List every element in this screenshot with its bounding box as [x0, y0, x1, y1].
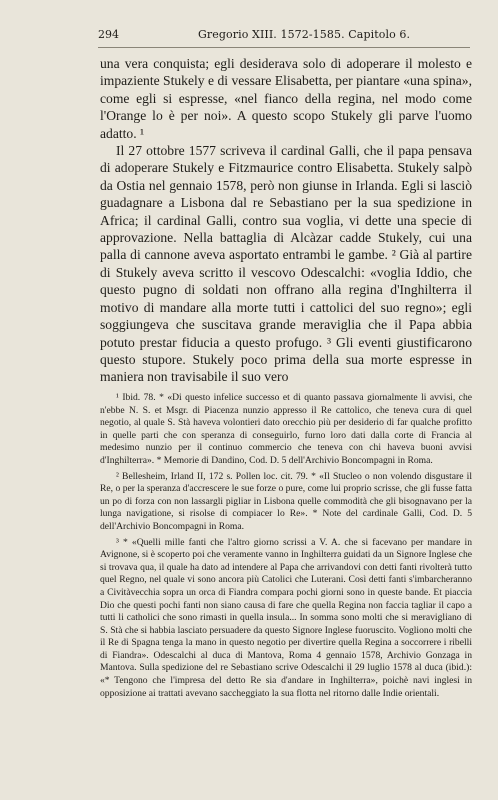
- page-number: 294: [98, 28, 119, 41]
- paragraph: una vera conquista; egli desiderava solo di adoperare il molesto e impaziente Stukely e di vessare Elisabetta, per piantare «una spina», come egli si espresse, «nel fianco della regina, nel modo come l'Orange lo è per noi». A questo scopo Stukely gli parve l'uomo adatto. ¹: [100, 56, 472, 141]
- footnote: ³ * «Quelli mille fanti che l'altro giorno scrissi a V. A. che si facevano per mandare in Avignone, si è scoperto poi che veramente vanno in Inghilterra guidati da un Signore Inglese che si trovava qua, il quale ha dato ad intendere al Papa che arrivandovi con detti fanti rivolterà tutto quel Regno, nel quale vi sono ancora più Catolici che Luterani. Così detti fanti s'imbarcheranno a Civitàvecchia sopra un orca di Fiandra compara pochi giorni sono in queste bande. Et piaccia Dio che questi pochi fanti non siano causa di fare che quella Regina non faccia tagliar il capo a tutti li catholici che sono rimasti in quella insula... In somma sono molti che si meravigliano di S. Stà che si habbia lasciato persuadere da questo Signore Inglese fuoruscito. Vogliono molti che il Re di Spagna tenga la mano in questo negotio per divertire quella Regina a soccorrere i ribelli di Fiandra». Odescalchi al duca di Mantova, Roma 4 gennaio 1578, Archivio Gonzaga in Mantova. Sulla spedizione del re Sebastiano scrive Odescalchi il 29 luglio 1578 al duca (ibid.): «* Tengono che l'impresa del detto Re sia d'andare in Inghilterra», poichè navi inglesi in opposizione ai trattati avevano saccheggiato la sua flotta nel ritorno dalle Indie orientali.: [100, 536, 472, 699]
- paragraph: Il 27 ottobre 1577 scriveva il cardinal Galli, che il papa pensava di adoperare Stukely e Fitzmaurice contro Elisabetta. Stukely salpò da Ostia nel gennaio 1578, però non giunse in Irlanda. Egli si lasciò guadagnare a Lisbona dal re Sebastiano per la sua spedizione in Africa; il cardinal Galli, contro sua voglia, vi dette una specie di approvazione. Nella battaglia di Alcàzar cadde Stukely, cui una palla di cannone aveva asportato entrambi le gambe. ² Già al partire di Stukely aveva scritto il vescovo Odescalchi: «voglia Iddio, che questo pugno di soldati non offrano alla regina d'Inghilterra il motivo di mandare alla morte tutti i cattolici del suo regno»; egli soggiungeva che suscitava grande meraviglia che il Papa abbia potuto prestar fiducia a questo profugo. ³ Gli eventi giustificarono questo stupore. Stukely poco prima della sua morte espresse in maniera non travisabile il suo vero: [100, 143, 472, 385]
- header-rule: [98, 47, 470, 48]
- footnote: ¹ Ibid. 78. * «Di questo infelice successo et di quanto passava giornalmente li avvisi, che n'ebbe N. S. et Msgr. di Piacenza nunzio appresso il Re cattolico, che teneva cura di quel negotio, al quale S. Stà haveva volontieri dato orecchio più per desiderio di far qualche profitto in quelle parti che con speranza di conseguirlo, furno loro dati dalla corte di Francia al medesimo nunzio per il continuo commercio che teneva con chi haveva buoni avvisi d'Inghilterra». * Memorie di Dandino, Cod. D. 5 dell'Archivio Boncompagni in Roma.: [100, 392, 472, 466]
- footnote: ² Bellesheim, Irland II, 172 s. Pollen loc. cit. 79. * «Il Stucleo o non volendo disgustare il Re, o per la speranza d'accrescere le sue forze o pure, come lui proprio scrisse, che gli fusse fatta un po di forza con non lassargli pigliar in Lisbona quelle commodità che gli bisognavano per la lunga navigatione, si risolse di compiacer lo Re». * Note del cardinale Galli, Cod. D. 5 dell'Archivio Boncompagni in Roma.: [100, 470, 472, 532]
- page-header: [98, 28, 470, 44]
- running-title: Gregorio XIII. 1572-1585. Capitolo 6.: [198, 28, 411, 41]
- footnotes: [100, 392, 472, 700]
- main-text: [100, 55, 472, 386]
